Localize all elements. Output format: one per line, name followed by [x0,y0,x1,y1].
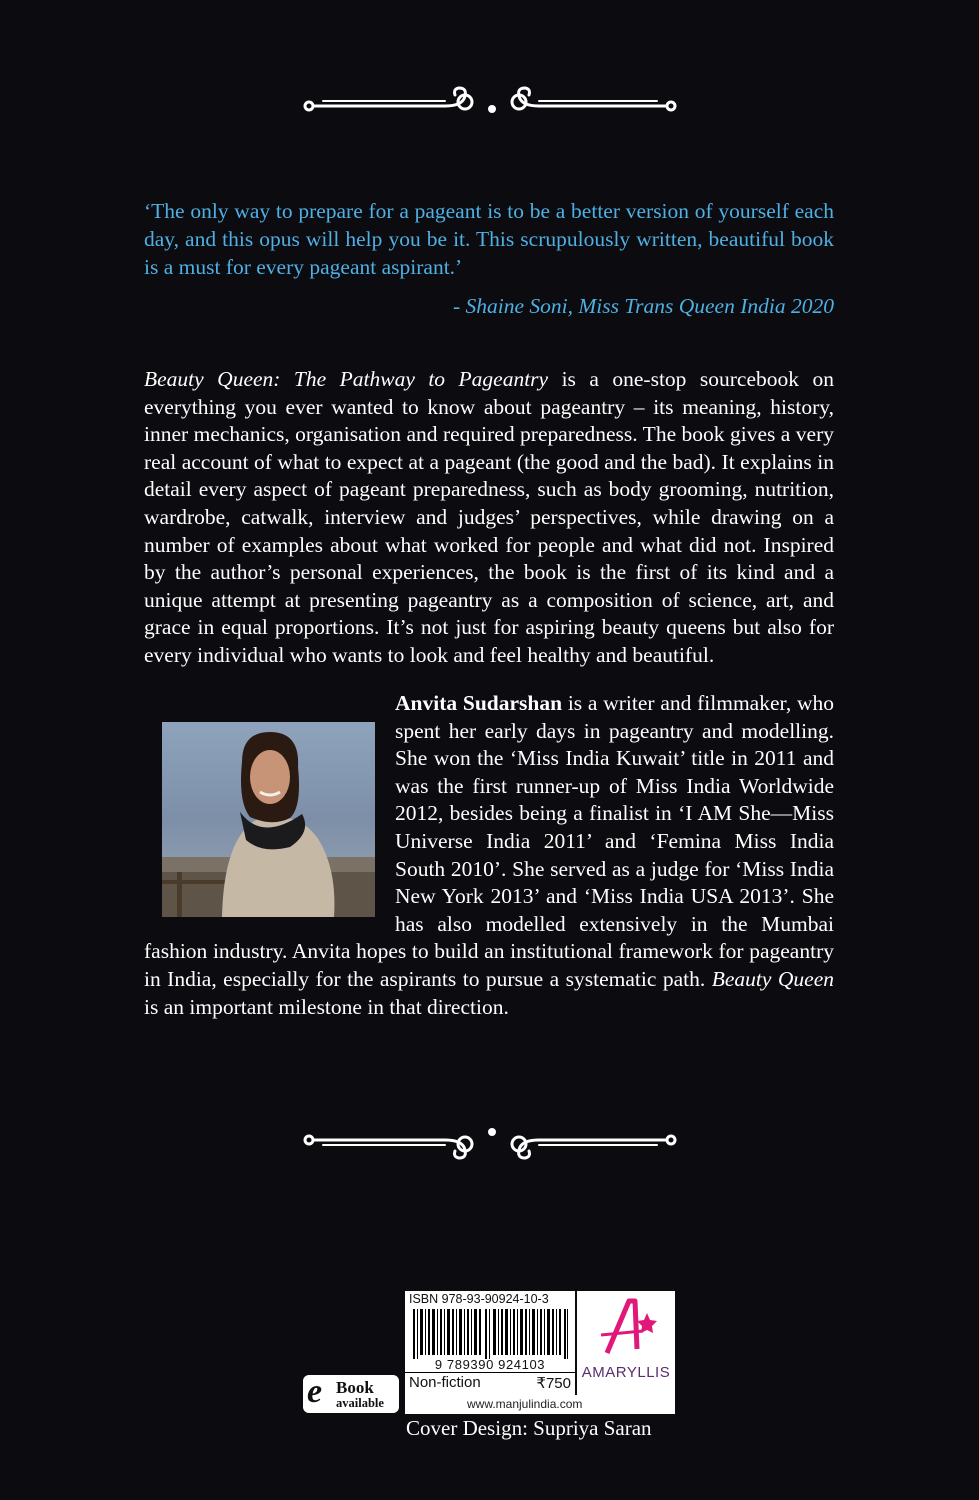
publisher-logo-box [577,1291,675,1395]
author-bio-text: is a writer and filmmaker, who spent her early days in pageantry and modelling. She won the ‘Miss India Kuwait’ title in 2011 and was the first runner-up of Miss India Worldwide 2012, besides being a finalist in ‘I AM She—Miss Universe India 2011’ and ‘Femina Miss India South 2010’. She served as a judge for ‘Miss India New York 2013’ and ‘Miss India USA 2013’. She has also modelled extensively in the Mumbai fashion industry. Anvita hopes to build an institutional framework for pageantry in India, especially for the aspirants to pursue a systematic path. [144,691,834,991]
isbn-label: ISBN 978-93-90924-10-3 [409,1292,549,1306]
genre-price-row [405,1372,575,1395]
closing-book-title: Beauty Queen [711,966,834,991]
book-title: Beauty Queen: The Pathway to Pageantry [144,367,549,391]
author-bio [144,690,834,1021]
closing-text: is an important milestone in that direction. [144,994,509,1019]
ebook-book-word: Book [336,1378,374,1397]
barcode-digits: 9 789390 924103 [434,1357,546,1372]
endorsement-quote: ‘The only way to prepare for a pageant is to be a better version of yourself each day, and this opus will help you be it. This scrupulously written, beautiful book is a must for every pageant aspirant.’ [144,199,834,279]
book-description [144,366,834,670]
top-ornament-divider [295,82,685,122]
ebook-e-letter: e [307,1373,323,1410]
description-text: is a one-stop sourcebook on everything you ever wanted to know about pageantry – its meaning, history, inner mechanics, organisation and required preparedness. The book gives a very real account of what to expect at a pageant (the good and the bad). It explains in detail every aspect of pageant preparedness, such as body grooming, nutrition, wardrobe, catwalk, interview and judges’ perspectives, while drawing on a number of examples about what worked for people and what did not. Inspired by the author’s personal experiences, the book is the first of its kind and a unique attempt at presenting pageantry as a composition of science, art, and grace in equal proportions. It’s not just for aspiring beauty queens but also for every individual who wants to look and feel healthy and beautiful. [144,367,834,667]
cover-design-credit: Cover Design: Supriya Saran [406,1416,652,1440]
publisher-website: www.manjulindia.com [405,1395,675,1414]
quote-attribution: - Shaine Soni, Miss Trans Queen India 2020 [452,294,834,318]
amaryllis-logo-icon [577,1291,675,1361]
genre-label: Non-fiction [409,1374,481,1391]
price-label: ₹750 [536,1375,571,1392]
ebook-available-word: available [336,1396,384,1410]
bottom-ornament-divider [295,1120,685,1160]
publisher-name: AMARYLLIS [581,1364,671,1381]
ebook-available-badge [303,1375,399,1413]
author-name: Anvita Sudarshan [395,691,563,715]
barcode [413,1309,569,1359]
